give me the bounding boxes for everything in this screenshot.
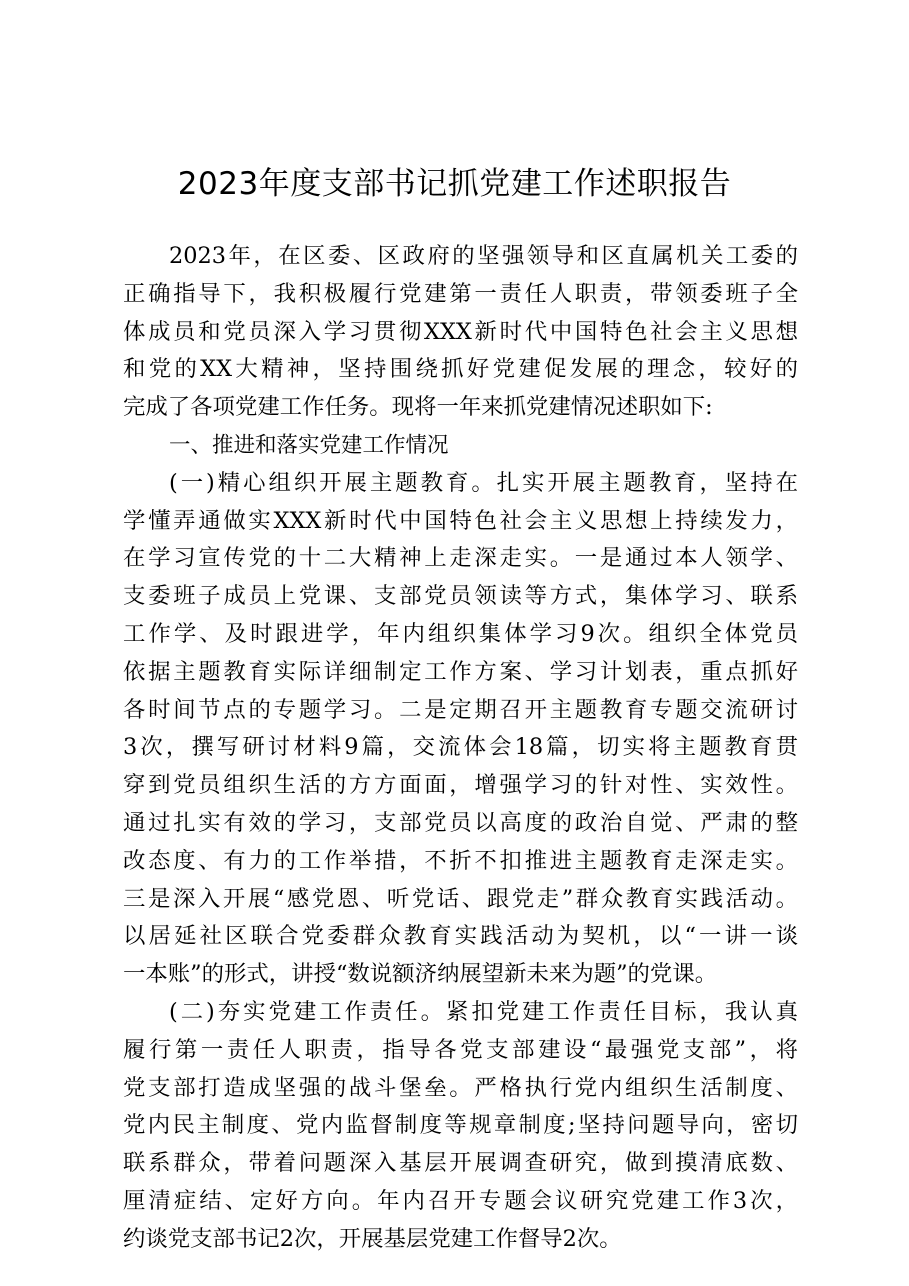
paragraph-line: 3次，撰写研讨材料9篇，交流体会18篇，切实将主题教育贯	[123, 734, 798, 761]
paragraph-line: 党内民主制度、党内监督制度等规章制度;坚持问题导向，密切	[123, 1112, 798, 1139]
paragraph-line: 一本账”的形式，讲授“数说额济纳展望新未来为题”的党课。	[123, 961, 718, 988]
paragraph-line: 约谈党支部书记2次，开展基层党建工作督导2次。	[123, 1225, 622, 1252]
paragraph-line: 在学习宣传党的十二大精神上走深走实。一是通过本人领学、	[123, 545, 798, 572]
document-body	[123, 238, 798, 1259]
paragraph-line: 三是深入开展“感党恩、听党话、跟党走”群众教育实践活动。	[123, 885, 798, 912]
paragraph-line: 正确指导下，我积极履行党建第一责任人职责，带领委班子全	[123, 280, 798, 307]
paragraph-line: 改态度、有力的工作举措，不折不扣推进主题教育走深走实。	[123, 847, 798, 874]
paragraph-line: 和党的XX大精神，坚持围绕抓好党建促发展的理念，较好的	[123, 356, 798, 383]
paragraph-line: 完成了各项党建工作任务。现将一年来抓党建情况述职如下:	[123, 394, 713, 421]
paragraph-line: 学懂弄通做实XXX新时代中国特色社会主义思想上持续发力，	[123, 507, 798, 534]
paragraph-line: 以居延社区联合党委群众教育实践活动为契机，以“一讲一谈	[123, 923, 798, 950]
paragraph-line: 依据主题教育实际详细制定工作方案、学习计划表，重点抓好	[123, 658, 798, 685]
document-title: 2023年度支部书记抓党建工作述职报告	[177, 166, 732, 202]
paragraph-line: (二)夯实党建工作责任。紧扣党建工作责任目标，我认真	[169, 998, 798, 1025]
paragraph-line: 2023年，在区委、区政府的坚强领导和区直属机关工委的	[169, 243, 798, 269]
paragraph-line: (一)精心组织开展主题教育。扎实开展主题教育，坚持在	[169, 469, 798, 496]
paragraph-line: 体成员和党员深入学习贯彻XXX新时代中国特色社会主义思想	[123, 318, 798, 345]
section-heading: 一、推进和落实党建工作情况	[169, 432, 449, 458]
paragraph-line: 工作学、及时跟进学，年内组织集体学习9次。组织全体党员	[123, 620, 798, 647]
paragraph-line: 穿到党员组织生活的方方面面，增强学习的针对性、实效性。	[123, 772, 798, 799]
paragraph-line: 履行第一责任人职责，指导各党支部建设“最强党支部”，将	[123, 1036, 798, 1063]
paragraph-line: 厘清症结、定好方向。年内召开专题会议研究党建工作3次，	[123, 1187, 798, 1214]
paragraph-line: 党支部打造成坚强的战斗堡垒。严格执行党内组织生活制度、	[123, 1074, 798, 1101]
paragraph-line: 支委班子成员上党课、支部党员领读等方式，集体学习、联系	[123, 583, 798, 610]
paragraph-line: 各时间节点的专题学习。二是定期召开主题教育专题交流研讨	[123, 696, 798, 723]
paragraph-line: 联系群众，带着问题深入基层开展调查研究，做到摸清底数、	[123, 1150, 798, 1177]
paragraph-line: 通过扎实有效的学习，支部党员以高度的政治自觉、严肃的整	[123, 809, 798, 836]
